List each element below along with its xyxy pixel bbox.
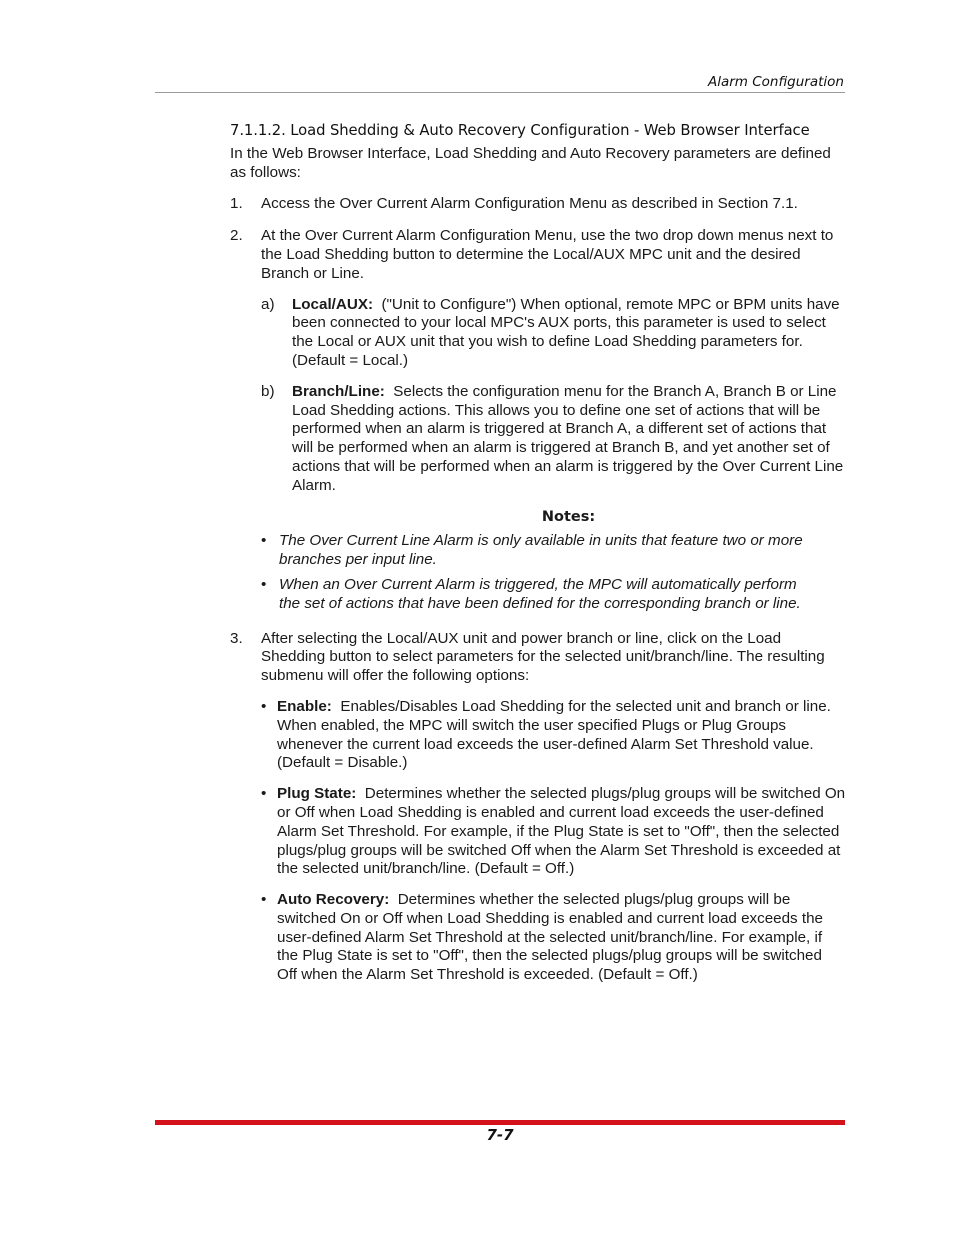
header-divider: [155, 92, 845, 93]
notes-title: Notes:: [541, 508, 596, 525]
intro-paragraph: In the Web Browser Interface, Load Shedding and Auto Recovery parameters are defined as follows:: [230, 144, 831, 181]
sub-item-text: ("Unit to Configure") When optional, remote MPC or BPM units have been connected to your local MPC's AUX ports, this parameter is used to select the Local or AUX unit that you wish to define Load Shedding parameters for. (Default = Local.): [292, 295, 840, 369]
bullet-icon: •: [261, 697, 267, 715]
note-text: When an Over Current Alarm is triggered, the MPC will automatically perform the set of actions that have been defined for the corresponding branch or line.: [279, 575, 801, 612]
option-term: Plug State:: [277, 785, 357, 803]
step-number: 3.: [230, 629, 243, 647]
step-number: 2.: [230, 227, 243, 245]
running-header: Alarm Configuration: [707, 74, 844, 90]
bullet-icon: •: [261, 891, 267, 909]
step-item: [230, 227, 846, 613]
sub-item-text: Selects the configuration menu for the Branch A, Branch B or Line Load Shedding actions. This allows you to define one set of actions that will be performed when an alarm is triggered at Branch A, a different set of actions that will be performed when an alarm is triggered at Branch B, and yet another set of actions that will be performed when an alarm is triggered by the Over Current Line Alarm.: [292, 382, 844, 494]
option-text: Determines whether the selected plugs/plug groups will be switched On or Off when Load Shedding is enabled and current load exceeds the user-defined Alarm Set Threshold at the selected unit/branch/line. For example, if the Plug State is set to "Off", then the selected plugs/plug groups will be switched Off when the Alarm Set Threshold is exceeded. (Default = Off.): [277, 891, 823, 984]
sub-item-letter: b): [261, 382, 275, 400]
bullet-icon: •: [261, 575, 267, 593]
step-text: After selecting the Local/AUX unit and power branch or line, click on the Load Shedding button to select parameters for the selected unit/branch/line. The resulting submenu will offer the following options:: [261, 629, 825, 685]
section-heading: 7.1.1.2. Load Shedding & Auto Recovery Configuration - Web Browser Interface: [230, 122, 810, 139]
sub-item: [261, 296, 846, 371]
step-item: [230, 195, 846, 214]
option-text: Determines whether the selected plugs/plug groups will be switched On or Off when Load Shedding is enabled and current load exceeds the user-defined Alarm Set Threshold. For example, if the Plug State is set to "Off", then the selected plugs/plug groups will be switched Off when the Alarm Set Threshold is exceeded at the selected unit/branch/line. (Default = Off.): [277, 785, 846, 878]
step-number: 1.: [230, 195, 243, 213]
footer-divider: [155, 1120, 845, 1125]
note-text: The Over Current Line Alarm is only available in units that feature two or more branches per input line.: [279, 532, 803, 569]
sub-item-term: Local/AUX:: [292, 295, 374, 313]
option-item: [261, 785, 846, 879]
bullet-icon: •: [261, 785, 267, 803]
sub-item-letter: a): [261, 295, 275, 313]
page-body: [230, 122, 846, 985]
note-item: [261, 576, 809, 614]
sub-item-term: Branch/Line:: [292, 382, 385, 400]
step-item: [230, 630, 846, 986]
option-item: [261, 891, 846, 985]
note-item: [261, 532, 809, 570]
option-text: Enables/Disables Load Shedding for the selected unit and branch or line. When enabled, the MPC will switch the user specified Plugs or Plug Groups whenever the current load exceeds the user-defined Alarm Set Threshold value. (Default = Disable.): [277, 697, 831, 772]
option-term: Enable:: [277, 697, 332, 715]
step-text: Access the Over Current Alarm Configuration Menu as described in Section 7.1.: [261, 195, 798, 213]
option-term: Auto Recovery:: [277, 891, 390, 909]
step-text: At the Over Current Alarm Configuration Menu, use the two drop down menus next to the Load Shedding button to determine the Local/AUX MPC unit and the desired Branch or Line.: [261, 227, 834, 282]
bullet-icon: •: [261, 532, 267, 550]
option-item: [261, 698, 846, 773]
sub-item: [261, 383, 846, 496]
page-number: 7-7: [486, 1126, 514, 1144]
